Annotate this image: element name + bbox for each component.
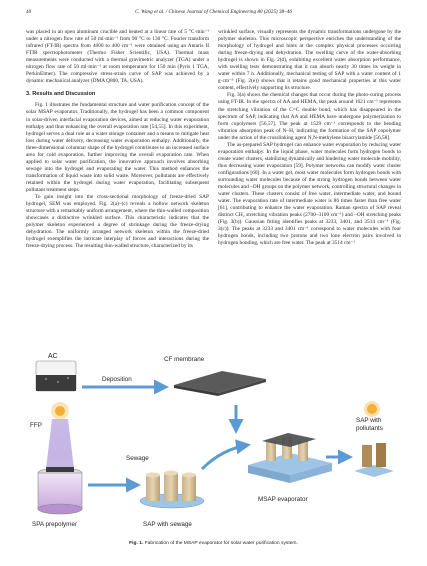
msap-evaporator-label: MSAP evaporator xyxy=(258,496,308,503)
paragraph: The as-prepared SAP hydrogel can enhance water evaporation by reducing water evaporation enthalpy. In the liquid phase, water molecules form hydrogen bonds to create water clusters, stabilizing dynamically and hindering water molecule mobility, thus decreasing water evaporation [59]. Polymer networks can modify water cluster configurations [60]. In a water gel, most water molecules form hydrogen bonds with surrounding water molecules because of the strong hydrogen bonds between water molecules and –OH groups on the polymer network, controlling structural changes in water clusters. These clusters consist of free water, intermediate water, and bound water. The evaporation rate of intermediate water is 86 times faster than free water [61], contributing to enhance the water evaporation. Raman spectra of SAP reveal distinct CH₂ stretching vibration peaks (2700–3100 cm⁻¹) and –OH stretching peaks (Fig. 3(b)). Gaussian fitting identifies peaks at 3233, 3401, and 3514 cm⁻¹ (Fig. 3(c)). The peaks at 3233 and 3401 cm⁻¹ correspond to water molecules with four hydrogen bonds, including two protons and two lone electron pairs involved in hydrogen bonding, which are free water. The peak at 3514 cm⁻¹ xyxy=(218,141,401,247)
msap-evaporator xyxy=(248,433,332,503)
spa-prepolymer-label: SPA prepolymer xyxy=(32,521,78,528)
left-column xyxy=(26,29,209,250)
spa-prepolymer-jar xyxy=(32,467,82,528)
ac-label: AC xyxy=(48,353,58,360)
section-heading: 3. Results and Discussion xyxy=(26,91,96,98)
paragraph: Fig. 1 illustrates the fundamental structure and water purification concept of the solar MSAP evaporator. Traditionally, the hydrogel has been a common component in solar-driven interfacial evaporation devices, aimed at reducing water evaporation enthalpy and thus enhancing the overall evaporation rate [54,55]. In this experiment, hydrogel serves a dual role as a water storage container and a means to mitigate heat loss during water delivery, decreasing water evaporation enthalpy. Additionally, the three-dimensional columnar shape of the hydrogel contributes to an increased surface area for cold evaporation, further improving the overall evaporation rate. When applied to solar water purification, the innovative approach involves absorbing sewage into the hydrogel and evaporating the water. This method enhances the transformation of liquid waste into solid waste. Moreover, pollutants are effectively retained within the hydrogel during water evaporation, facilitating subsequent pollutant treatment steps. xyxy=(26,102,209,193)
sap-with-sewage-label: SAP with sewage xyxy=(143,521,192,528)
journal-citation: C. Wang et al. / Chinese Journal of Chemical Engineering 80 (2025) 38–46 xyxy=(135,9,292,15)
ac-beaker xyxy=(36,353,76,391)
paragraph: Fig. 3(a) shows the chemical changes that occur during the photo-curing process using FT-IR. In the spectra of AA and HEMA, the peak around 1621 cm⁻¹ represents the stretching vibration of the C=C double bond, which has disappeared in the spectrum of SAP, indicating that AA and HEMA have undergone polymerization to form copolymers [56,57]. The peak at 1529 cm⁻¹ corresponds to the bending vibration absorption peak of N–H, indicating the formation of the SAP copolymer under the action of the crosslinking agent N,N-methylene bisacrylamide [56,58]. xyxy=(218,92,401,141)
sewage-label: Sewage xyxy=(126,455,149,462)
assembly-arrow xyxy=(202,405,248,469)
sap-with-pollutants-label-line1: SAP with xyxy=(356,417,382,424)
ffp-label: FFP xyxy=(30,422,42,429)
sap-with-sewage xyxy=(140,471,204,529)
cf-membrane-label: CF membrane xyxy=(164,356,205,363)
sap-with-pollutants-label-line2: pollutants xyxy=(356,425,383,432)
fabrication-schematic xyxy=(26,349,401,534)
sewage-arrow xyxy=(88,455,149,485)
right-column xyxy=(218,29,401,247)
cf-membrane xyxy=(164,356,266,396)
sap-with-pollutants xyxy=(354,401,394,477)
page-number: 40 xyxy=(26,9,32,15)
deposition-arrow xyxy=(82,376,166,387)
running-header xyxy=(26,9,401,19)
paragraph: To gain insight into the cross-sectional morphology of freeze-dried SAP hydrogel, SEM was employed. Fig. 2(a)–(c) reveals a hollow network skeleton structure with a remarkably uniform arrangement, where the thin-walled composition showcases a distinctive wrinkled surface. This characteristic indicates that the polymer skeleton experienced a degree of shrinkage during the freeze-drying dehydration. The uniformly arranged network skeleton within the freeze-dried hydrogel exemplifies the intricate interplay of forces and interactions during the freeze-drying process. The resulting thin-walled structure, characterized by its xyxy=(26,194,209,250)
figure-1 xyxy=(26,349,401,534)
caption-label: Fig. 1. xyxy=(129,541,144,546)
paragraph: was placed in an open aluminum crucible and heated at a linear rate of 5 °C·min⁻¹ under a nitrogen flow rate of 50 ml·min⁻¹ from 90 °C to 130 °C. Fourier transform infrared (FT-IR) spectra from 4000 to 400 cm⁻¹ were obtained using an Antaris II FTIR spectrophotometer (Thermo Fisher Scientific, USA). Thermal mass measurements were conducted with a thermal gravimetric analyzer (TGA) under a nitrogen flow rate of 50 ml·min⁻¹ at room temperature for 150 min (Pyris 1 TGA, PerkinElmer). The compressive stress-strain curve of SAP was achieved by a dynamic mechanical analyzer (DMA Q800, TA, USA). xyxy=(26,29,209,85)
deposition-label: Deposition xyxy=(102,376,132,383)
figure-caption xyxy=(26,541,401,546)
ffp-light xyxy=(30,402,74,469)
paragraph: wrinkled surface, visually represents the dynamic transformations undergone by the polymer skeleton. This microscopic perspective enriches the understanding of the morphology of hydrogel and hints at the complex physical processes occurring during freeze-drying and dehydration. The swelling curve of the water-absorbing hydrogel is shown in Fig. 2(d), exhibiting excellent water absorption performance, with swelling tests demonstrating that it can absorb nearly 30 times its weight in water within 7 h. Additionally, mechanical testing of SAP with a water content of 1 g·cm⁻³ (Fig. 2(e)) shows that it retains good mechanical properties at this water content, effectively supporting its structure. xyxy=(218,29,401,92)
caption-text: Fabrication of the MSAP evaporator for solar water purification system. xyxy=(144,541,298,546)
